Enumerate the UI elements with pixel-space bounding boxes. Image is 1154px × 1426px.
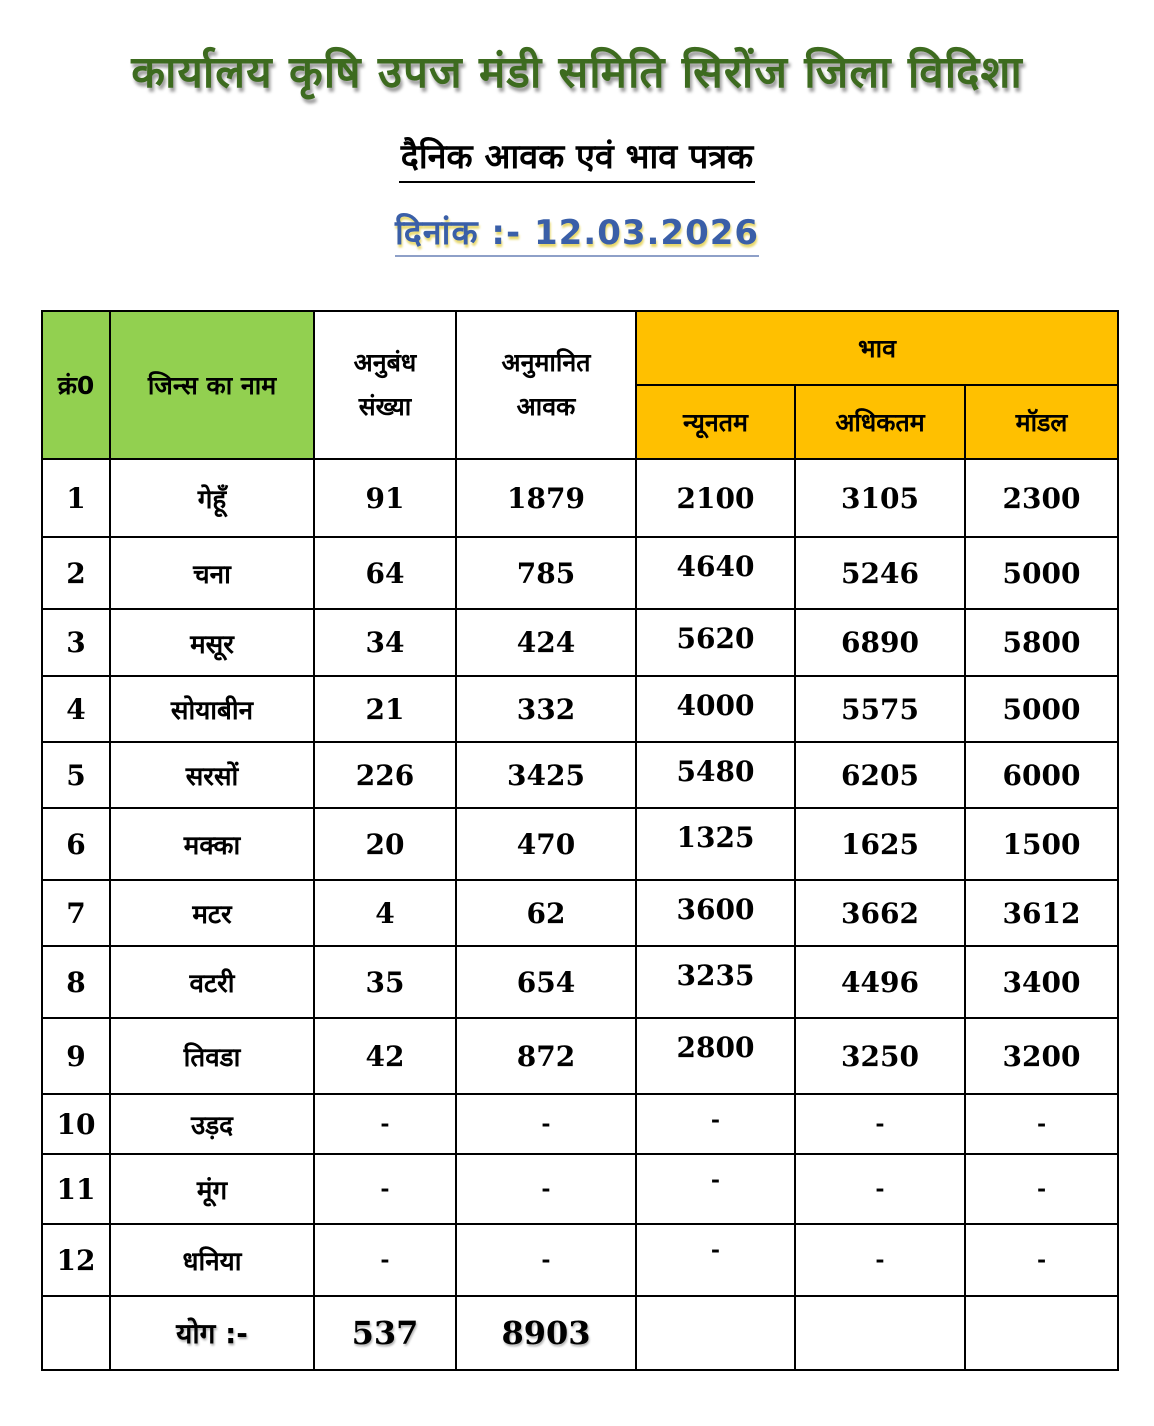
max-price-cell: 3250 <box>795 1018 965 1094</box>
commodity-cell: मूंग <box>110 1154 314 1224</box>
commodity-cell: सोयाबीन <box>110 676 314 742</box>
modal-price-cell: - <box>965 1154 1118 1224</box>
table-row <box>42 880 1118 946</box>
serial-cell: 8 <box>42 946 110 1018</box>
max-price-cell: - <box>795 1224 965 1296</box>
contracts-cell: 21 <box>314 676 456 742</box>
header-serial: क्रं0 <box>42 311 110 459</box>
max-price-cell: 1625 <box>795 808 965 880</box>
arrival-price-table <box>41 310 1119 1371</box>
max-price-cell: 3105 <box>795 459 965 537</box>
modal-price-cell: 5000 <box>965 676 1118 742</box>
header-arrival-line1: अनुमानित <box>501 348 591 377</box>
min-price-cell: - <box>636 1094 795 1154</box>
header-arrival-line2: आवक <box>516 392 576 421</box>
max-price-cell: - <box>795 1154 965 1224</box>
table-row <box>42 1154 1118 1224</box>
min-price-cell: 3600 <box>636 880 795 946</box>
serial-cell: 5 <box>42 742 110 808</box>
office-title: कार्यालय कृषि उपज मंडी समिति सिरोंज जिला विदिशा <box>131 47 1023 98</box>
min-price-cell: 5480 <box>636 742 795 808</box>
contracts-cell: - <box>314 1154 456 1224</box>
max-price-cell: 6890 <box>795 609 965 676</box>
modal-price-cell: - <box>965 1224 1118 1296</box>
max-price-cell: 5246 <box>795 537 965 609</box>
min-price-cell: - <box>636 1154 795 1224</box>
header-modal: मॉडल <box>965 385 1118 459</box>
min-price-cell: 2800 <box>636 1018 795 1094</box>
commodity-cell: तिवडा <box>110 1018 314 1094</box>
serial-cell: 11 <box>42 1154 110 1224</box>
arrival-cell: 654 <box>456 946 636 1018</box>
report-date-text: दिनांक :- 12.03.2026 <box>395 213 759 257</box>
contracts-cell: - <box>314 1224 456 1296</box>
serial-cell: 10 <box>42 1094 110 1154</box>
serial-cell: 12 <box>42 1224 110 1296</box>
modal-price-cell: 3612 <box>965 880 1118 946</box>
modal-price-cell: 5000 <box>965 537 1118 609</box>
contracts-cell: 20 <box>314 808 456 880</box>
commodity-cell: चना <box>110 537 314 609</box>
commodity-cell: सरसों <box>110 742 314 808</box>
header-contracts-line2: संख्या <box>358 392 412 421</box>
table-row <box>42 946 1118 1018</box>
arrival-cell: 872 <box>456 1018 636 1094</box>
commodity-cell: वटरी <box>110 946 314 1018</box>
table-row <box>42 537 1118 609</box>
min-price-cell: 4000 <box>636 676 795 742</box>
modal-price-cell: 5800 <box>965 609 1118 676</box>
report-date <box>0 208 1154 254</box>
total-label: योग :- <box>110 1296 314 1370</box>
total-max-empty <box>795 1296 965 1370</box>
arrival-cell: 332 <box>456 676 636 742</box>
commodity-cell: मसूर <box>110 609 314 676</box>
header-arrival <box>456 311 636 459</box>
header-contracts <box>314 311 456 459</box>
arrival-cell: 424 <box>456 609 636 676</box>
min-price-cell: 1325 <box>636 808 795 880</box>
header-max: अधिकतम <box>795 385 965 459</box>
contracts-cell: 42 <box>314 1018 456 1094</box>
min-price-cell: 2100 <box>636 459 795 537</box>
serial-cell: 2 <box>42 537 110 609</box>
min-price-cell: - <box>636 1224 795 1296</box>
max-price-cell: 4496 <box>795 946 965 1018</box>
table-body <box>42 459 1118 1296</box>
table-row <box>42 609 1118 676</box>
min-price-cell: 3235 <box>636 946 795 1018</box>
arrival-cell: - <box>456 1224 636 1296</box>
total-contracts: 537 <box>314 1296 456 1370</box>
serial-cell: 6 <box>42 808 110 880</box>
table-row <box>42 808 1118 880</box>
max-price-cell: - <box>795 1094 965 1154</box>
table-row <box>42 742 1118 808</box>
commodity-cell: मटर <box>110 880 314 946</box>
report-title-text: दैनिक आवक एवं भाव पत्रक <box>399 137 755 183</box>
total-min-empty <box>636 1296 795 1370</box>
arrival-cell: - <box>456 1154 636 1224</box>
total-modal-empty <box>965 1296 1118 1370</box>
total-arrival: 8903 <box>456 1296 636 1370</box>
header-row-1 <box>42 311 1118 385</box>
arrival-cell: 785 <box>456 537 636 609</box>
commodity-cell: मक्का <box>110 808 314 880</box>
modal-price-cell: - <box>965 1094 1118 1154</box>
max-price-cell: 6205 <box>795 742 965 808</box>
commodity-cell: धनिया <box>110 1224 314 1296</box>
commodity-cell: गेहूँ <box>110 459 314 537</box>
arrival-cell: 1879 <box>456 459 636 537</box>
arrival-cell: 62 <box>456 880 636 946</box>
arrival-cell: 470 <box>456 808 636 880</box>
contracts-cell: 4 <box>314 880 456 946</box>
total-row <box>42 1296 1118 1370</box>
serial-cell: 9 <box>42 1018 110 1094</box>
min-price-cell: 4640 <box>636 537 795 609</box>
serial-cell: 4 <box>42 676 110 742</box>
total-serial-empty <box>42 1296 110 1370</box>
contracts-cell: 35 <box>314 946 456 1018</box>
max-price-cell: 3662 <box>795 880 965 946</box>
header-min: न्यूनतम <box>636 385 795 459</box>
table-row <box>42 1018 1118 1094</box>
header-commodity: जिन्स का नाम <box>110 311 314 459</box>
contracts-cell: 91 <box>314 459 456 537</box>
serial-cell: 3 <box>42 609 110 676</box>
max-price-cell: 5575 <box>795 676 965 742</box>
modal-price-cell: 6000 <box>965 742 1118 808</box>
serial-cell: 7 <box>42 880 110 946</box>
arrival-cell: - <box>456 1094 636 1154</box>
report-title <box>0 132 1154 178</box>
table-row <box>42 1224 1118 1296</box>
min-price-cell: 5620 <box>636 609 795 676</box>
contracts-cell: 64 <box>314 537 456 609</box>
commodity-cell: उड़द <box>110 1094 314 1154</box>
table-row <box>42 676 1118 742</box>
header-contracts-line1: अनुबंध <box>353 348 417 377</box>
table-row <box>42 459 1118 537</box>
modal-price-cell: 3400 <box>965 946 1118 1018</box>
contracts-cell: 226 <box>314 742 456 808</box>
contracts-cell: - <box>314 1094 456 1154</box>
modal-price-cell: 1500 <box>965 808 1118 880</box>
serial-cell: 1 <box>42 459 110 537</box>
arrival-cell: 3425 <box>456 742 636 808</box>
table-row <box>42 1094 1118 1154</box>
modal-price-cell: 3200 <box>965 1018 1118 1094</box>
header-price-group: भाव <box>636 311 1118 385</box>
contracts-cell: 34 <box>314 609 456 676</box>
modal-price-cell: 2300 <box>965 459 1118 537</box>
